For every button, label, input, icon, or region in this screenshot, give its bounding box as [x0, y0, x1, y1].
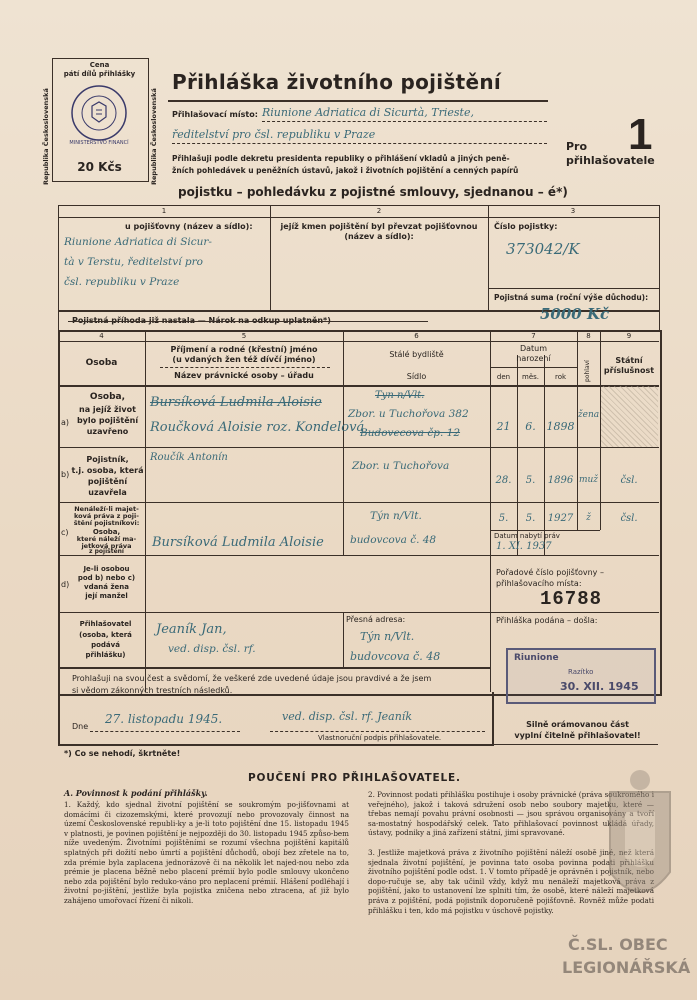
col2-num: 2	[376, 207, 382, 215]
applicant-label-3: podává	[91, 641, 120, 649]
row-a-nationality-shade	[601, 386, 658, 447]
stamp-line1: Riunione	[514, 653, 559, 663]
row-c-label-7: z pojištění	[89, 548, 124, 555]
applicant-label-4: přihlášku)	[85, 651, 126, 659]
row-c-nationality[interactable]: čsl.	[620, 513, 638, 524]
applicant-label-1: Přihlašovatel	[79, 620, 132, 628]
applicant-name-1[interactable]: Jeaník Jan,	[156, 622, 227, 637]
row-b-name[interactable]: Roučík Antonín	[150, 452, 228, 463]
fee-value: 20 Kčs	[77, 160, 122, 174]
registering-place-line2[interactable]: ředitelství pro čsl. republiku v Praze	[172, 128, 376, 141]
row-c-name[interactable]: Bursíková Ludmila Aloisie	[152, 535, 324, 550]
row-c-label-1: Nenáleží-li majet-	[74, 505, 139, 513]
col1-hand-line2[interactable]: tà v Terstu, ředitelství pro	[64, 256, 203, 268]
row-b-day[interactable]: 28.	[495, 475, 512, 486]
for-label-2: přihlašovatele	[566, 154, 655, 167]
instructions-heading: POUČENÍ PRO PŘIHLAŠOVATELE.	[248, 772, 461, 784]
col7-sub-year: rok	[554, 373, 567, 381]
fee-label-2: pátí dílů přihlášky	[63, 70, 136, 78]
order-bottom	[490, 612, 659, 613]
ministry-seal-icon	[70, 84, 128, 142]
stamp-line2: Razítko	[568, 668, 594, 676]
legion-emblem-icon	[585, 762, 695, 962]
registering-place-rule1	[262, 121, 547, 122]
col5-head-3: Název právnické osoby – úřadu	[174, 371, 314, 380]
row-b-month[interactable]: 5.	[525, 475, 536, 486]
watermark-line2: LEGIONÁŘSKÁ	[562, 958, 691, 977]
vertical-text-left: Republika Československá	[42, 88, 50, 185]
row-b-bottom	[58, 502, 659, 503]
date-label: Dne	[72, 722, 89, 731]
row-a-bottom	[58, 447, 659, 448]
row-c-label-6: jetková práva	[81, 542, 132, 550]
rights-date-value[interactable]: 1. XI. 1937	[496, 541, 552, 552]
stamp-line3: 30. XII. 1945	[560, 680, 639, 693]
main-div-5-6	[343, 330, 344, 555]
row-a-label-3: bylo pojištění	[76, 416, 139, 425]
declaration-frame	[58, 692, 494, 746]
decree-line1: Přihlašuji podle dekretu presidenta republiky o přihlášení vkladů a jiných peně-	[172, 154, 510, 163]
row-a-address-1[interactable]: Zbor. u Tuchořova 382	[348, 408, 469, 420]
exact-address-2[interactable]: budovcova č. 48	[350, 650, 441, 663]
row-d-label-2: pod b) nebo c)	[77, 574, 136, 582]
row-d-letter: d)	[61, 580, 70, 589]
row-c-year[interactable]: 1927	[547, 513, 574, 524]
declaration-line2: si vědom zákonných trestních následků.	[72, 686, 233, 695]
sum-value[interactable]: 5000 Kč	[540, 305, 610, 323]
event-strike	[68, 321, 428, 322]
main-date-sub	[490, 367, 577, 368]
watermark-line1: Č.SL. OBEC	[568, 935, 668, 954]
col1-hand-line1[interactable]: Riunione Adriatica di Sicur-	[64, 236, 212, 248]
col7-num: 7	[531, 332, 536, 340]
row-c-married	[490, 530, 600, 531]
order-label-1: Pořadové číslo pojišťovny –	[496, 568, 604, 577]
registering-place-rule2	[172, 143, 547, 144]
sum-label: Pojistná suma (roční výše důchodu):	[494, 293, 649, 302]
row-c-address-2[interactable]: budovcova č. 48	[350, 534, 437, 546]
row-c-label-2: ková práva z poji-	[74, 512, 139, 520]
row-a-name-struck[interactable]: Bursíková Ludmila Aloisie	[150, 395, 322, 410]
instructions-right-p2: 2. Povinnost podati přihlášku postihuje i osoby právnické (práva soukromého i veřejného), jakož i taková sdružení osob nebo soubory majetku, které — třebas nemají povahu právní osobnosti — jsou správou organisovány a tvoří sa-mostatný hospodářský celek. Tato přihlašovací povinnost ukládá úřady, ústavy, podniky a jiná zařízení státní, jimi spravované.	[368, 790, 654, 838]
top-table-sumrow	[488, 288, 659, 289]
row-a-label-1: Osoba,	[89, 392, 126, 402]
col9-head-2: příslušnost	[603, 366, 655, 375]
row-d-label-1: Je-li osobou	[83, 565, 130, 573]
top-table-numrow	[58, 217, 659, 218]
col2-label-2: (název a sídlo):	[344, 232, 414, 241]
row-d-bottom	[58, 612, 490, 613]
main-div-lower	[490, 555, 491, 692]
submitted-label: Přihláška podána – došla:	[496, 616, 598, 625]
row-a-sex[interactable]: žena	[577, 410, 600, 420]
exact-address-1[interactable]: Týn n/Vlt.	[360, 630, 415, 643]
col4-head: Osoba	[85, 358, 118, 368]
row-c-letter: c)	[61, 528, 69, 537]
order-label-2: přihlašovacího místa:	[496, 579, 582, 588]
col5-head-split	[160, 367, 330, 368]
row-d-label-3: vdaná žena	[84, 583, 129, 591]
row-b-label-4: uzavřela	[88, 488, 127, 497]
col2-label-1: jejíž kmen pojištění byl převzat pojišťovnou	[280, 222, 478, 231]
policy-number[interactable]: 373042/K	[506, 240, 580, 258]
row-a-label-2: na jejíž život	[79, 405, 136, 414]
registering-place-label: Přihlašovací místo:	[172, 110, 258, 119]
row-e-bottom	[58, 667, 490, 669]
col8-num: 8	[586, 332, 591, 340]
col1-num: 1	[161, 207, 167, 215]
row-c-label-5: které náleží ma-	[76, 535, 137, 543]
row-b-address[interactable]: Zbor. u Tuchořova	[352, 460, 450, 472]
row-b-nationality[interactable]: čsl.	[620, 475, 638, 486]
copy-number: 1	[628, 110, 653, 159]
registering-place-line1[interactable]: Riunione Adriatica di Sicurtà, Trieste,	[262, 106, 474, 119]
row-b-label-2: t.j. osoba, která	[71, 466, 144, 475]
col9-num: 9	[626, 332, 632, 340]
main-div-lower-addr	[343, 612, 344, 667]
event-label: Pojistná příhoda již nastala — Nárok na odkup uplatněn*)	[72, 316, 331, 325]
row-a-address-2[interactable]: Budovecova čp. 12	[360, 427, 461, 439]
received-stamp	[506, 648, 656, 704]
row-d-label-4: její manžel	[85, 592, 128, 600]
page-title: Přihláška životního pojištění	[172, 70, 502, 94]
col7-sub-month: měs.	[522, 373, 539, 381]
order-value: 16788	[540, 588, 603, 610]
row-b-label-1: Pojistník,	[86, 455, 129, 464]
row-a-letter: a)	[61, 418, 70, 427]
instructions-left-p1: 1. Každý, kdo sjednal životní pojištění se soukromým po-jišťovnami at domácími či cizozemskými, které provozují nebo provozovaly činnost na území Československé republi-ky a je-li toto pojištění dne 15. listopadu 1945 v platnosti, je povinen pojištění je nejpozději do 30. listopadu 1945 způso-bem níže uvedeným. Životními pojištěními se rozumí všechna pojištění kapitálů splatných při dožití nebo úmrtí a pojištění důchodů, obojí bez zřetele na to, zda prémie byla zaplacena jednorázově či na několik let najed-nou nebo zda prémie je placena běžně nebo placení prémií bylo podle smlouvy ukončeno nebo zda pojištění bylo reduko-váno pro neplacení prémií. Hlášení podléhají i životní po-jištění, jestliže byla pojistka zničena nebo ztracena, ať již bylo zahájeno umořovací řízení či nikoli.	[64, 800, 349, 905]
top-table-div2	[488, 205, 489, 310]
row-c-sex[interactable]: ž	[586, 513, 591, 523]
col8-head: pohlaví	[584, 360, 591, 382]
instructions-right-p3: 3. Jestliže majetková práva z životního pojištění náleží osobě jiné, než která sjednala životní pojištění, je povinna tato osoba povinna podati přihlášku životního pojištění podle odst. 1. V tomto případě je oprávněn i pojistník, nebo dopo-ručuje se, aby tak učinil vždy, když mu nenáleží majetková práva z pojištění, jako to ustanovení lze splniti tím, že osobě, které náleží majetková práva z pojištění, podá pojistník doporučeně pojišťovně. Rovněž může podati přihlášku i ten, kdo má pojistku v úschově pojistky.	[368, 848, 654, 915]
row-b-letter: b)	[61, 470, 70, 479]
row-a-label-4: uzavřeno	[86, 427, 129, 436]
decree-subject: pojistku – pohledávku z pojistné smlouvy, sjednanou – é*)	[178, 185, 568, 199]
row-c-day[interactable]: 5.	[498, 513, 509, 524]
col5-head-2: (u vdaných žen též dívčí jméno)	[172, 355, 316, 364]
applicant-name-2[interactable]: ved. disp. čsl. rf.	[168, 643, 256, 655]
seal-text: MINISTERSTVO FINANCÍ	[69, 140, 129, 146]
col9-head-1: Státní	[615, 356, 643, 365]
row-c-address-1[interactable]: Týn n/Vlt.	[370, 510, 422, 522]
row-a-day[interactable]: 21	[496, 420, 511, 433]
col1-hand-line3[interactable]: čsl. republiku v Praze	[64, 276, 180, 288]
vertical-text-right: Republika Československá	[150, 88, 158, 185]
col5-num: 5	[241, 332, 247, 340]
rights-date-label: Datum nabytí práv	[494, 532, 560, 540]
signature-label: Vlastnoruční podpis přihlašovatele.	[318, 734, 442, 742]
declaration-line1: Prohlašuji na svou čest a svědomí, že veškeré zde uvedené údaje jsou pravdivé a že jsem	[72, 674, 432, 683]
row-a-year[interactable]: 1898	[546, 420, 575, 433]
col1-label: u pojišťovny (název a sídlo):	[125, 222, 253, 231]
date-value[interactable]: 27. listopadu 1945.	[105, 712, 223, 726]
col5-head-1: Příjmení a rodné (křestní) jméno	[170, 345, 318, 354]
col4-num: 4	[99, 332, 104, 340]
decree-line2: žních pohledávek u peněžních ústavů, jakož i životních pojištění a cenných papírů	[172, 166, 519, 175]
row-c-bottom	[58, 555, 659, 556]
row-b-year[interactable]: 1896	[547, 475, 574, 486]
col6-num: 6	[414, 332, 419, 340]
applicant-label-2: (osoba, která	[79, 631, 132, 639]
row-a-month[interactable]: 6.	[525, 420, 536, 433]
row-a-name[interactable]: Roučková Aloisie roz. Kondelová	[150, 420, 365, 435]
instructions-sub-a: A. Povinnost k podání přihlášky.	[64, 788, 208, 798]
row-c-label-3: štění pojistníkovi:	[73, 519, 140, 527]
signature-value[interactable]: ved. disp. čsl. rf. Jeaník	[282, 710, 412, 723]
col7-head-2: narození	[516, 354, 551, 363]
col6-head-2: Sídlo	[406, 372, 427, 381]
row-b-sex[interactable]: muž	[578, 475, 599, 485]
col3-label: Číslo pojistky:	[494, 222, 558, 231]
row-c-label-4: Osoba,	[92, 528, 121, 536]
col3-num: 3	[570, 207, 576, 215]
footnote: *) Co se nehodí, škrtněte!	[64, 749, 181, 758]
for-label-1: Pro	[566, 140, 588, 153]
exact-address-label: Přesná adresa:	[346, 615, 406, 624]
col7-sub-day: den	[496, 373, 511, 381]
stamp-caption-1: Silně orámovanou část	[526, 720, 629, 729]
fee-label-1: Cena	[89, 61, 110, 69]
footnote-rule	[58, 744, 658, 745]
stamp-caption-2: vyplní čitelně přihlašovatel!	[514, 731, 641, 740]
title-rule	[168, 100, 548, 102]
main-header-bottom	[58, 385, 659, 387]
row-c-month[interactable]: 5.	[525, 513, 536, 524]
row-b-label-3: pojištění	[87, 477, 128, 486]
col6-head-1: Stálé bydliště	[389, 350, 444, 359]
top-table-div1	[270, 205, 271, 310]
row-a-address-struck[interactable]: Tyn n/Vlt.	[375, 390, 425, 401]
main-numrow	[58, 341, 659, 342]
col7-head-1: Datum	[519, 344, 548, 353]
main-div-7-8	[577, 330, 578, 530]
